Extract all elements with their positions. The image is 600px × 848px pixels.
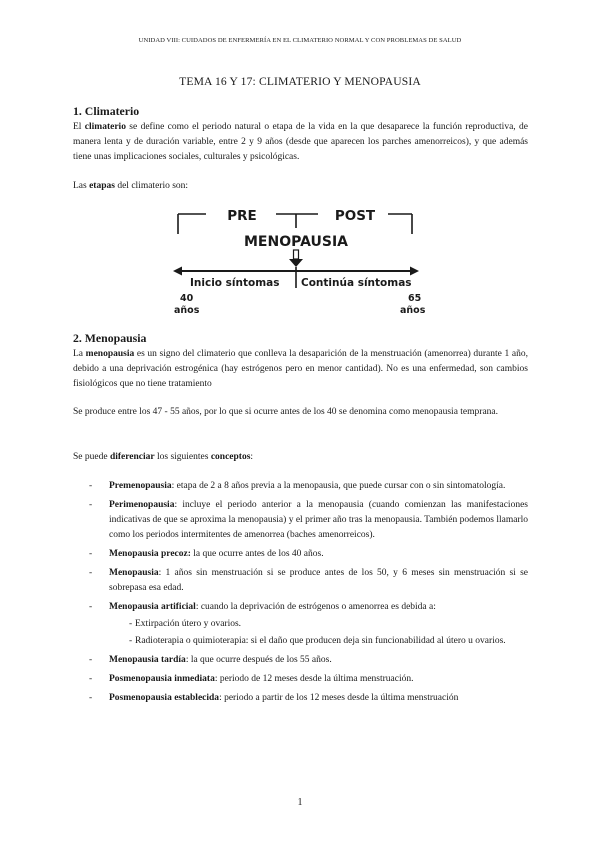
list-item: - Posmenopausia establecida: periodo a partir de los 12 meses desde la última menstruación [89,693,459,703]
left-age-unit: años [174,305,200,316]
list-item: - Perimenopausia: incluye el periodo anterior a la menopausia (cuando comienzan las manifestaciones indicativas de que se aproxima la menopausia) y el primer año tras la menopausia. También podemos llamarlo como los periodos intermitentes de amenorrea (baches amenorreicos). [89,500,528,540]
section-heading-climaterio: 1. Climaterio [73,104,140,118]
left-age-value: 40 [180,293,194,304]
right-age-unit: años [400,305,426,316]
pre-label: PRE [227,208,257,224]
timeline-left-arrowhead-icon [173,267,182,276]
page-title: TEMA 16 Y 17: CLIMATERIO Y MENOPAUSIA [179,75,421,88]
list-item: - Premenopausia: etapa de 2 a 8 años previa a la menopausia, que puede cursar con o sin sintomatología. [89,481,506,491]
artificial-causes-list [109,617,528,649]
timeline-right-arrowhead-icon [410,267,419,276]
running-header: UNIDAD VIII: CUIDADOS DE ENFERMERÍA EN EL CLIMATERIO NORMAL Y CON PROBLEMAS DE SALUD [138,37,462,44]
sub-list-item: - Radioterapia o quimioterapia: si el daño que producen deja sin funcionabilidad al útero u ovarios. [129,636,506,646]
list-item: - Menopausia: 1 años sin menstruación si se produce antes de los 50, y 6 meses sin menstruación si se sobrepasa esa edad. [89,568,528,593]
climaterio-definition: El climaterio se define como el periodo natural o etapa de la vida en la que desaparece la función reproductiva, de manera lenta y de duración variable, entre 2 y 9 años (desde que aparecen los parches amenorreicos), y que además tiene unas implicaciones sociales, culturales y psicológicas. [73,122,528,162]
term-climaterio: climaterio [84,122,126,132]
list-item: - Menopausia precoz: la que ocurre antes de los 40 años. [89,549,324,559]
term-etapas: etapas [89,181,115,191]
down-arrow-icon-shaft [294,250,299,259]
climaterio-stages-diagram [168,200,428,320]
sub-list-item: - Extirpación útero y ovarios. [129,619,242,629]
term-diferenciar: diferenciar [109,452,155,462]
etapas-intro: Las etapas del climaterio son: [73,181,189,191]
right-phase-label: Continúa síntomas [301,277,412,289]
down-arrow-icon [289,259,303,267]
post-label: POST [334,208,376,224]
term-conceptos: conceptos [210,452,251,462]
list-item: - Menopausia artificial: cuando la deprivación de estrógenos o amenorrea es debida a: - Extirpación útero y ovarios. - Radioterapia o quimioterapia: si el daño que producen deja sin funcionabilidad al útero u ovarios. [89,600,528,649]
conceptos-intro: Se puede diferenciar los siguientes conceptos: [73,452,254,462]
menopausia-definition: La menopausia es un signo del climaterio que conlleva la desaparición de la menstruación (amenorrea) durante 1 año, debido a una deprivación estrogénica (hay estrógenos pero en menor cantidad). No es una enfermedad, son cambios fisiológicos que no tiene tratamiento [73,349,528,389]
section-heading-menopausia: 2. Menopausia [73,331,147,345]
menopausia-label: MENOPAUSIA [244,234,348,250]
list-item: - Menopausia tardía: la que ocurre después de los 55 años. [89,655,332,665]
left-phase-label: Inicio síntomas [190,277,280,289]
term-menopausia: menopausia [85,349,135,359]
right-age-value: 65 [408,293,422,304]
list-item: - Posmenopausia inmediata: periodo de 12 meses desde la última menstruación. [89,674,414,684]
menopausia-age-range: Se produce entre los 47 - 55 años, por lo que si ocurre antes de los 40 se denomina como menopausia temprana. [73,407,499,417]
concepts-list [89,479,528,710]
page-number: 1 [297,797,303,808]
